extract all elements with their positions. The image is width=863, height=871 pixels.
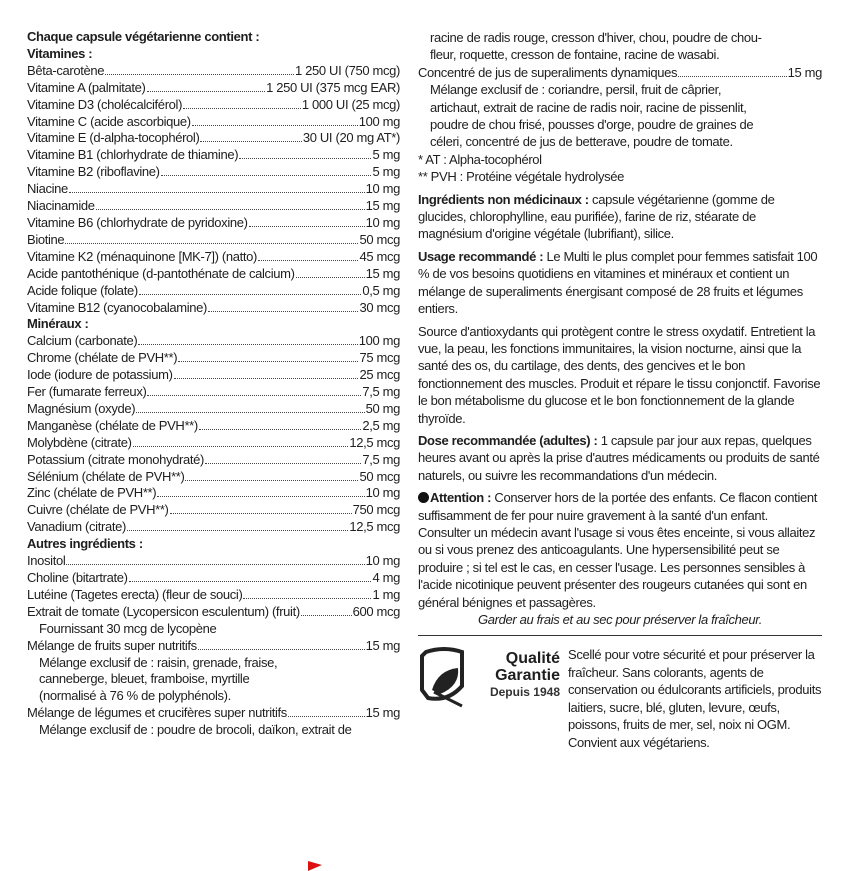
dot-leader <box>243 598 371 599</box>
dot-leader <box>178 361 358 362</box>
dot-leader <box>69 192 365 193</box>
ingredient-amount: 1 000 UI (25 mcg) <box>301 96 400 112</box>
storage-note: Garder au frais et au sec pour préserver la fraîcheur. <box>477 612 763 627</box>
ingredient-row <box>27 519 400 536</box>
footnote-at: * AT : Alpha-tocophérol <box>418 151 542 167</box>
ingredient-amount: 5 mg <box>372 164 400 180</box>
ingredient-amount: 12,5 mcg <box>349 434 400 450</box>
ingredient-amount: 7,5 mg <box>362 384 400 400</box>
ingredient-name: Potassium (citrate monohydraté) <box>27 451 205 467</box>
veg-blend-desc: Mélange exclusif de : poudre de brocoli, daïkon, extrait de <box>39 722 352 738</box>
ingredient-amount: 0,5 mg <box>362 282 400 298</box>
ingredient-name: Choline (bitartrate) <box>27 570 128 585</box>
juice-desc: céleri, concentré de jus de betterave, poudre de tomate. <box>430 134 733 150</box>
section-label: Attention : <box>430 490 492 506</box>
dot-leader <box>66 564 364 565</box>
section-label: Usage recommandé : <box>418 248 544 264</box>
ingredient-row <box>27 570 400 587</box>
dot-leader <box>96 209 365 210</box>
ingredient-amount: 50 mcg <box>359 468 400 484</box>
other-ingredients-header: Autres ingrédients : <box>27 536 143 552</box>
fruit-blend-desc: canneberge, bleuet, framboise, myrtille <box>39 671 250 687</box>
tomato-note: Fournissant 30 mcg de lycopène <box>39 620 217 636</box>
ingredient-row <box>27 418 400 435</box>
dot-leader <box>249 226 365 227</box>
section-label: Dose recommandée (adultes) : <box>418 432 598 448</box>
veg-blend-desc: fleur, roquette, cresson de fontaine, racine de wasabi. <box>430 47 720 63</box>
dot-leader <box>161 175 372 176</box>
ingredient-row <box>27 232 400 249</box>
logo-text: Qualité <box>505 650 560 668</box>
ingredient-name: Cuivre (chélate de PVH**) <box>27 502 169 518</box>
ingredient-name: Vitamine B2 (riboflavine) <box>27 164 160 180</box>
dot-leader <box>296 277 365 278</box>
ingredient-row <box>27 485 400 502</box>
divider <box>418 635 822 636</box>
vitamins-list <box>27 63 400 317</box>
ingredient-row <box>27 130 400 147</box>
juice-desc: Mélange exclusif de : coriandre, persil, fruit de câprier, <box>430 82 722 98</box>
ingredient-row <box>27 553 400 570</box>
antioxidant-claims: Source d'antioxydants qui protègent contre le stress oxydatif. Entretient la vue, la peau, les fonctions immunitaires, la vision nocturne, ainsi que la santé des os, du cartilage, des dents, des gencives et le bon fonctionnement des muscles. Produit et répare le tissu conjonctif. Favorise le bon métabolisme du glucose et le bon fonctionnement de la glande thyroïde. <box>418 323 821 426</box>
ingredient-amount: 750 mcg <box>352 502 400 518</box>
ingredient-name: Extrait de tomate (Lycopersicon esculentum) (fruit) <box>27 603 300 619</box>
ingredient-name: Acide pantothénique (d-pantothénate de calcium) <box>27 265 295 281</box>
recommended-use <box>418 248 822 318</box>
dot-leader <box>147 395 361 396</box>
juice-desc: artichaut, extrait de racine de radis noir, racine de pissenlit, <box>430 99 747 115</box>
dot-leader <box>127 530 348 531</box>
ingredient-amount: 7,5 mg <box>362 451 400 467</box>
ingredient-row <box>27 249 400 266</box>
ingredient-name: Mélange de légumes et crucifères super nutritifs <box>27 705 287 721</box>
ingredient-name: Iode (iodure de potassium) <box>27 367 173 383</box>
ingredient-amount: 600 mcg <box>352 603 400 619</box>
fruit-blend-row <box>27 638 400 655</box>
vitamins-header: Vitamines : <box>27 45 93 61</box>
dot-leader <box>105 74 294 75</box>
section-text: Le Multi le plus complet pour femmes satisfait 100 % de vos besoins quotidiens en vitamines et minéraux et contient un mélange de superaliments énergisant composé de 28 fruits et légumes entiers. <box>418 248 818 317</box>
red-arrow-icon <box>308 861 322 871</box>
ingredient-amount: 50 mg <box>365 400 400 416</box>
ingredient-name: Lutéine (Tagetes erecta) (fleur de souci) <box>27 586 243 602</box>
ingredient-amount: 5 mg <box>372 147 400 163</box>
dot-leader <box>174 378 359 379</box>
ingredient-row <box>27 401 400 418</box>
ingredient-row <box>27 266 400 283</box>
dot-leader <box>133 446 349 447</box>
logo-text: Depuis 1948 <box>489 685 560 700</box>
fruit-blend-desc: Mélange exclusif de : raisin, grenade, fraise, <box>39 654 278 670</box>
veg-blend-row <box>27 705 400 722</box>
ingredient-amount: 50 mcg <box>359 231 400 247</box>
quality-section <box>418 646 822 751</box>
ingredient-amount: 15 mg <box>365 637 400 653</box>
ingredient-amount: 15 mg <box>365 198 400 214</box>
dot-leader <box>157 496 364 497</box>
footnote-pvh: ** PVH : Protéine végétale hydrolysée <box>418 169 625 185</box>
dot-leader <box>239 158 371 159</box>
veg-blend-desc: racine de radis rouge, cresson d'hiver, chou, poudre de chou- <box>430 30 762 45</box>
quality-logo <box>418 646 560 751</box>
quality-text: Scellé pour votre sécurité et pour préserver la fraîcheur. Sans colorants, agents de conservation ou édulcorants artificiels, produits laitiers, sucre, blé, gluten, levure, œufs, poissons, fruits de mer, sel, noix ni OGM. Convient aux végétariens. <box>568 647 822 750</box>
dot-leader <box>170 513 352 514</box>
ingredient-name: Bêta-carotène <box>27 62 105 78</box>
juice-row <box>418 64 822 81</box>
ingredient-row <box>27 435 400 452</box>
ingredient-amount: 10 mg <box>365 181 400 197</box>
logo-text: Garantie <box>495 667 560 685</box>
ingredient-row <box>27 350 400 367</box>
ingredient-row <box>27 384 400 401</box>
ingredient-amount: 100 mg <box>358 113 400 129</box>
ingredient-amount: 1 mg <box>372 586 400 602</box>
ingredient-name: Vitamine A (palmitate) <box>27 79 146 95</box>
ingredient-name: Sélénium (chélate de PVH**) <box>27 468 185 484</box>
dot-leader <box>192 125 358 126</box>
dot-leader <box>139 294 362 295</box>
ingredient-name: Vanadium (citrate) <box>27 519 126 535</box>
attention-warning <box>418 489 822 611</box>
ingredient-row <box>27 97 400 114</box>
ingredient-amount: 10 mg <box>365 485 400 501</box>
ingredient-amount: 1 250 UI (375 mcg EAR) <box>266 79 400 95</box>
ingredient-amount: 10 mg <box>365 214 400 230</box>
ingredient-row <box>27 198 400 215</box>
ingredient-name: Calcium (carbonate) <box>27 333 138 349</box>
minerals-header: Minéraux : <box>27 316 89 332</box>
ingredient-amount: 4 mg <box>372 570 400 585</box>
dot-leader <box>129 581 372 582</box>
ingredient-name: Vitamine E (d-alpha-tocophérol) <box>27 130 200 146</box>
dot-leader <box>205 463 361 464</box>
minerals-list <box>27 333 400 536</box>
leaf-shield-icon <box>418 646 470 708</box>
dot-leader <box>185 480 358 481</box>
ingredient-row <box>27 181 400 198</box>
ingredient-name: Chrome (chélate de PVH**) <box>27 350 178 366</box>
ingredient-name: Vitamine B6 (chlorhydrate de pyridoxine) <box>27 214 248 230</box>
ingredient-amount: 75 mcg <box>359 350 400 366</box>
ingredient-name: Zinc (chélate de PVH**) <box>27 485 157 501</box>
dot-leader <box>136 412 364 413</box>
ingredient-name: Niacine <box>27 181 68 197</box>
dot-leader <box>200 141 301 142</box>
section-text: capsule végétarienne (gomme de glucides, chlorophylline, eau purifiée), farine de riz, stéarate de magnésium d'origine végétale (lubrifiant), silice. <box>418 191 775 242</box>
ingredient-amount: 10 mg <box>365 553 400 569</box>
ingredient-name: Vitamine C (acide ascorbique) <box>27 113 191 129</box>
ingredient-amount: 30 mcg <box>359 299 400 315</box>
section-text: Conserver hors de la portée des enfants. Ce flacon contient suffisamment de fer pour nuire gravement à la santé d'un enfant. Consulter un médecin avant l'usage si vous êtes enceinte, si vous allaitez ou si vous prenez des anticoagulants. Une hypersensibilité peut se produire ; si tel est le cas, en cesser l'usage. Les personnes sensibles à l'acide nicotinique peuvent présenter des rougeurs cutanées qui sont en général bénignes et passagères. <box>418 490 818 610</box>
dot-leader <box>199 429 361 430</box>
dot-leader <box>147 91 266 92</box>
ingredient-name: Magnésium (oxyde) <box>27 400 136 416</box>
info-column <box>418 29 822 751</box>
ingredient-row <box>27 604 400 621</box>
ingredient-row <box>27 164 400 181</box>
label-title: Chaque capsule végétarienne contient : <box>27 29 260 44</box>
dot-leader <box>301 615 352 616</box>
ingredient-amount: 12,5 mcg <box>349 519 400 535</box>
ingredient-row <box>27 333 400 350</box>
ingredient-name: Molybdène (citrate) <box>27 434 132 450</box>
ingredient-amount: 2,5 mg <box>362 417 400 433</box>
ingredient-row <box>27 63 400 80</box>
warning-bullet-icon <box>418 492 429 503</box>
ingredient-name: Concentré de jus de superaliments dynamiques <box>418 64 678 80</box>
ingredient-row <box>27 80 400 97</box>
ingredient-row <box>27 300 400 317</box>
ingredient-name: Vitamine B12 (cyanocobalamine) <box>27 299 208 315</box>
ingredient-name: Manganèse (chélate de PVH**) <box>27 417 198 433</box>
ingredient-amount: 30 UI (20 mg AT*) <box>302 130 400 146</box>
ingredients-column <box>27 29 400 739</box>
ingredient-amount: 25 mcg <box>359 367 400 383</box>
recommended-dose <box>418 432 822 484</box>
ingredient-name: Niacinamide <box>27 198 95 214</box>
ingredient-name: Inositol <box>27 553 66 569</box>
ingredient-row <box>27 283 400 300</box>
ingredient-name: Biotine <box>27 231 65 247</box>
ingredient-row <box>27 147 400 164</box>
ingredient-amount: 15 mg <box>365 265 400 281</box>
other-ingredients-list <box>27 553 400 621</box>
dot-leader <box>208 311 358 312</box>
juice-desc: poudre de chou frisé, pousses d'orge, poudre de graines de <box>430 117 754 133</box>
ingredient-row <box>27 367 400 384</box>
ingredient-row <box>27 469 400 486</box>
ingredient-row <box>27 452 400 469</box>
ingredient-name: Vitamine K2 (ménaquinone [MK-7]) (natto) <box>27 248 257 264</box>
fruit-blend-desc: (normalisé à 76 % de polyphénols). <box>39 688 231 704</box>
ingredient-amount: 45 mcg <box>359 248 400 264</box>
section-label: Ingrédients non médicinaux : <box>418 191 589 207</box>
section-text: 1 capsule par jour aux repas, quelques heures avant ou après la prise d'autres médicaments ou produits de santé naturels, ou suivre les recommandations d'un médecin. <box>418 432 820 483</box>
dot-leader <box>65 243 358 244</box>
dot-leader <box>183 108 301 109</box>
ingredient-name: Vitamine B1 (chlorhydrate de thiamine) <box>27 147 239 163</box>
ingredient-name: Acide folique (folate) <box>27 282 138 298</box>
dot-leader <box>258 260 358 261</box>
non-medicinal-ingredients <box>418 191 822 243</box>
ingredient-row <box>27 114 400 131</box>
ingredient-name: Mélange de fruits super nutritifs <box>27 637 197 653</box>
ingredient-row <box>27 587 400 604</box>
ingredient-amount: 100 mg <box>358 333 400 349</box>
ingredient-amount: 15 mg <box>787 64 822 80</box>
ingredient-row <box>27 215 400 232</box>
ingredient-name: Vitamine D3 (cholécalciférol) <box>27 96 183 112</box>
dot-leader <box>138 344 357 345</box>
ingredient-name: Fer (fumarate ferreux) <box>27 384 147 400</box>
ingredient-row <box>27 502 400 519</box>
ingredient-amount: 1 250 UI (750 mcg) <box>295 62 400 78</box>
ingredient-amount: 15 mg <box>365 705 400 721</box>
